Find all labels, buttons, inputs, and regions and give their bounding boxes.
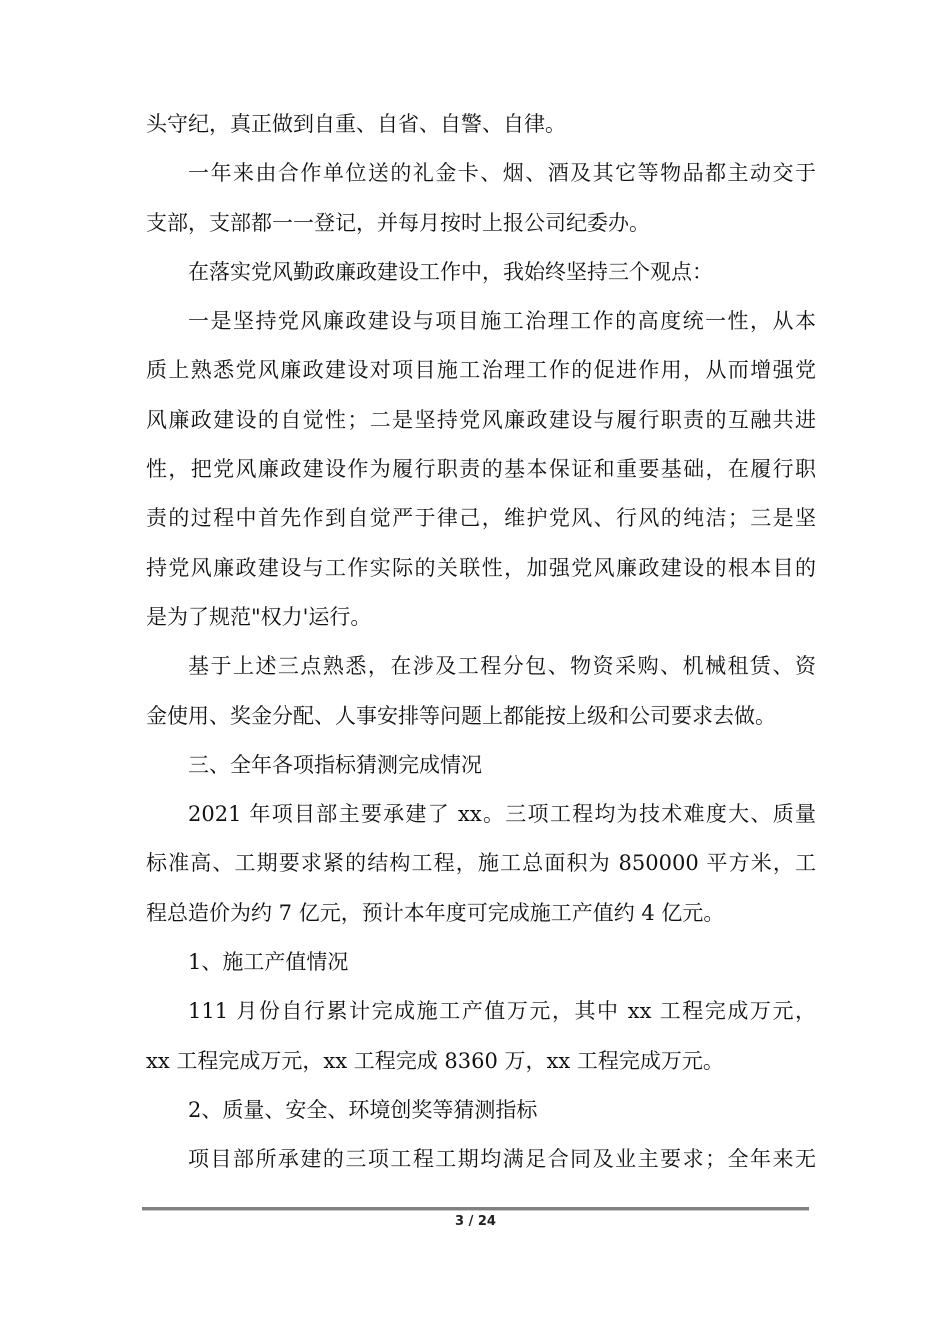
text-line: xx 工程完成万元，xx 工程完成 8360 万，xx 工程完成万元。 bbox=[146, 1048, 724, 1073]
subsection-heading: 1、施工产值情况 bbox=[188, 950, 349, 975]
text-line: 质上熟悉党风廉政建设对项目施工治理工作的促进作用，从而增强党 bbox=[146, 358, 816, 383]
text-line: 项目部所承建的三项工程工期均满足合同及业主要求；全年来无 bbox=[188, 1147, 816, 1172]
text-line: 持党风廉政建设与工作实际的关联性，加强党风廉政建设的根本目的 bbox=[146, 555, 816, 580]
document-body bbox=[146, 100, 816, 1185]
footer-divider bbox=[142, 1207, 809, 1211]
text-line: 2021 年项目部主要承建了 xx。三项工程均为技术难度大、质量 bbox=[188, 802, 816, 827]
text-line: 一是坚持党风廉政建设与项目施工治理工作的高度统一性，从本 bbox=[188, 309, 816, 334]
text-line: 程总造价为约 7 亿元，预计本年度可完成施工产值约 4 亿元。 bbox=[146, 900, 725, 925]
text-line: 在落实党风勤政廉政建设工作中，我始终坚持三个观点： bbox=[188, 259, 713, 284]
text-line: 责的过程中首先作到自觉严于律己，维护党风、行风的纯洁；三是坚 bbox=[146, 506, 816, 531]
text-line: 111 月份自行累计完成施工产值万元，其中 xx 工程完成万元， bbox=[188, 999, 816, 1024]
text-line: 一年来由合作单位送的礼金卡、烟、酒及其它等物品都主动交于 bbox=[188, 161, 816, 186]
subsection-heading: 2、质量、安全、环境创奖等猜测指标 bbox=[188, 1097, 538, 1122]
text-line: 标准高、工期要求紧的结构工程，施工总面积为 850000 平方米，工 bbox=[146, 851, 816, 876]
text-line: 风廉政建设的自觉性；二是坚持党风廉政建设与履行职责的互融共进 bbox=[146, 407, 816, 432]
text-line: 性，把党风廉政建设作为履行职责的基本保证和重要基础，在履行职 bbox=[146, 457, 816, 482]
text-line: 头守纪，真正做到自重、自省、自警、自律。 bbox=[146, 112, 566, 136]
page-number: 3 / 24 bbox=[455, 1214, 496, 1229]
text-line: 金使用、奖金分配、人事安排等问题上都能按上级和公司要求去做。 bbox=[146, 703, 776, 728]
text-line: 是为了规范"权力'运行。 bbox=[146, 604, 372, 629]
text-line: 支部，支部都一一登记，并每月按时上报公司纪委办。 bbox=[146, 210, 650, 235]
section-heading: 三、全年各项指标猜测完成情况 bbox=[188, 752, 482, 777]
text-line: 基于上述三点熟悉，在涉及工程分包、物资采购、机械租赁、资 bbox=[188, 654, 816, 679]
